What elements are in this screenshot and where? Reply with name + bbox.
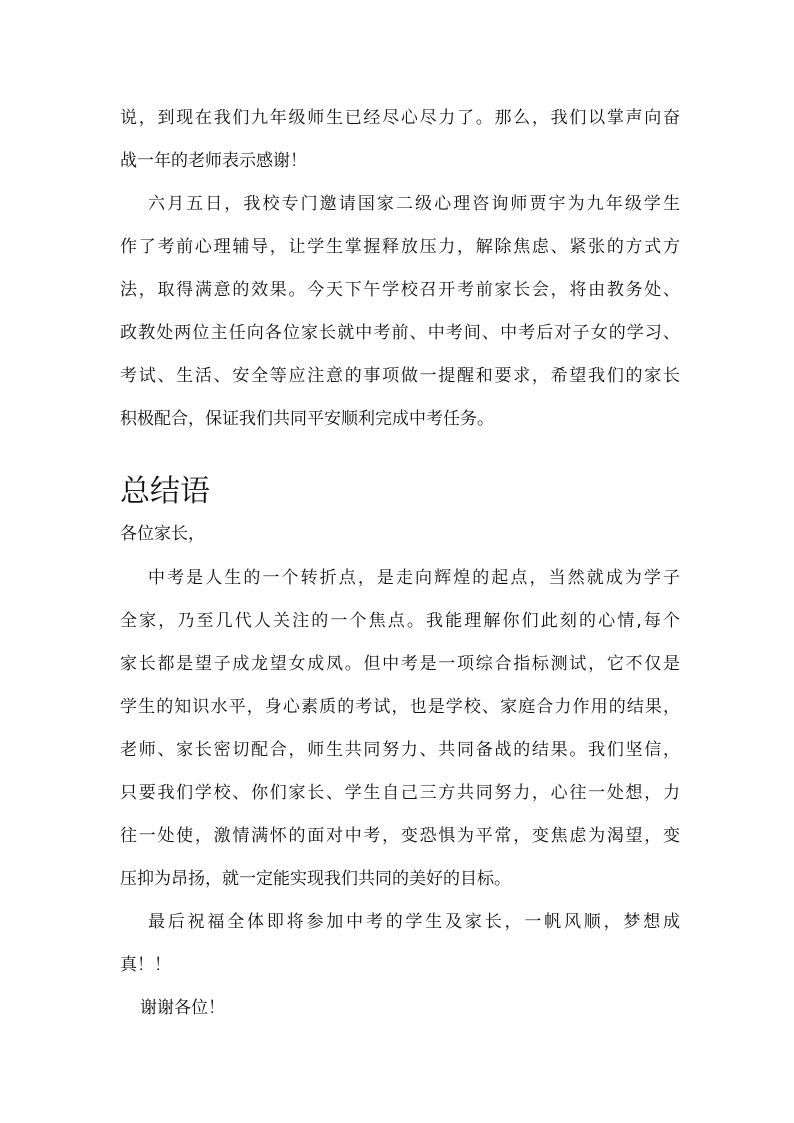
text-line: 中考是人生的一个转折点，是走向辉煌的起点，当然就成为学子 (148, 568, 680, 588)
text-line: 法，取得满意的效果。今天下午学校召开考前家长会，将由教务处、 (120, 280, 680, 300)
text-line: 只要我们学校、你们家长、学生自己三方共同努力，心往一处想，力 (120, 783, 680, 803)
text-line: 六月五日，我校专门邀请国家二级心理咨询师贾宇为九年级学生 (148, 194, 680, 214)
text-line: 学生的知识水平，身心素质的考试，也是学校、家庭合力作用的结果， (120, 697, 680, 717)
text-line: 考试、生活、安全等应注意的事项做一提醒和要求，希望我们的家长 (120, 366, 680, 386)
text-line: 往一处使，激情满怀的面对中考，变恐惧为平常，变焦虑为渴望，变 (120, 826, 680, 846)
text-line: 政教处两位主任向各位家长就中考前、中考间、中考后对子女的学习、 (120, 323, 680, 343)
text-line: 战一年的老师表示感谢！ (120, 151, 307, 171)
text-line: 压抑为昂扬，就一定能实现我们共同的美好的目标。 (120, 869, 511, 889)
text-line: 作了考前心理辅导，让学生掌握释放压力，解除焦虑、紧张的方式方 (120, 237, 680, 257)
text-line: 积极配合，保证我们共同平安顺利完成中考任务。 (120, 409, 494, 429)
closing-line: 谢谢各位！ (140, 998, 225, 1018)
text-line: 真！！ (120, 955, 171, 975)
text-line: 说，到现在我们九年级师生已经尽心尽力了。那么，我们以掌声向奋 (120, 108, 680, 128)
text-line: 老师、家长密切配合，师生共同努力、共同备战的结果。我们坚信， (120, 740, 680, 760)
text-line: 全家，乃至几代人关注的一个焦点。我能理解你们此刻的心情,每个 (120, 611, 680, 631)
text-line: 最后祝福全体即将参加中考的学生及家长，一帆风顺，梦想成 (148, 912, 680, 932)
salutation: 各位家长， (120, 524, 205, 544)
section-heading: 总结语 (120, 474, 210, 509)
text-line: 家长都是望子成龙望女成凤。但中考是一项综合指标测试，它不仅是 (120, 654, 680, 674)
